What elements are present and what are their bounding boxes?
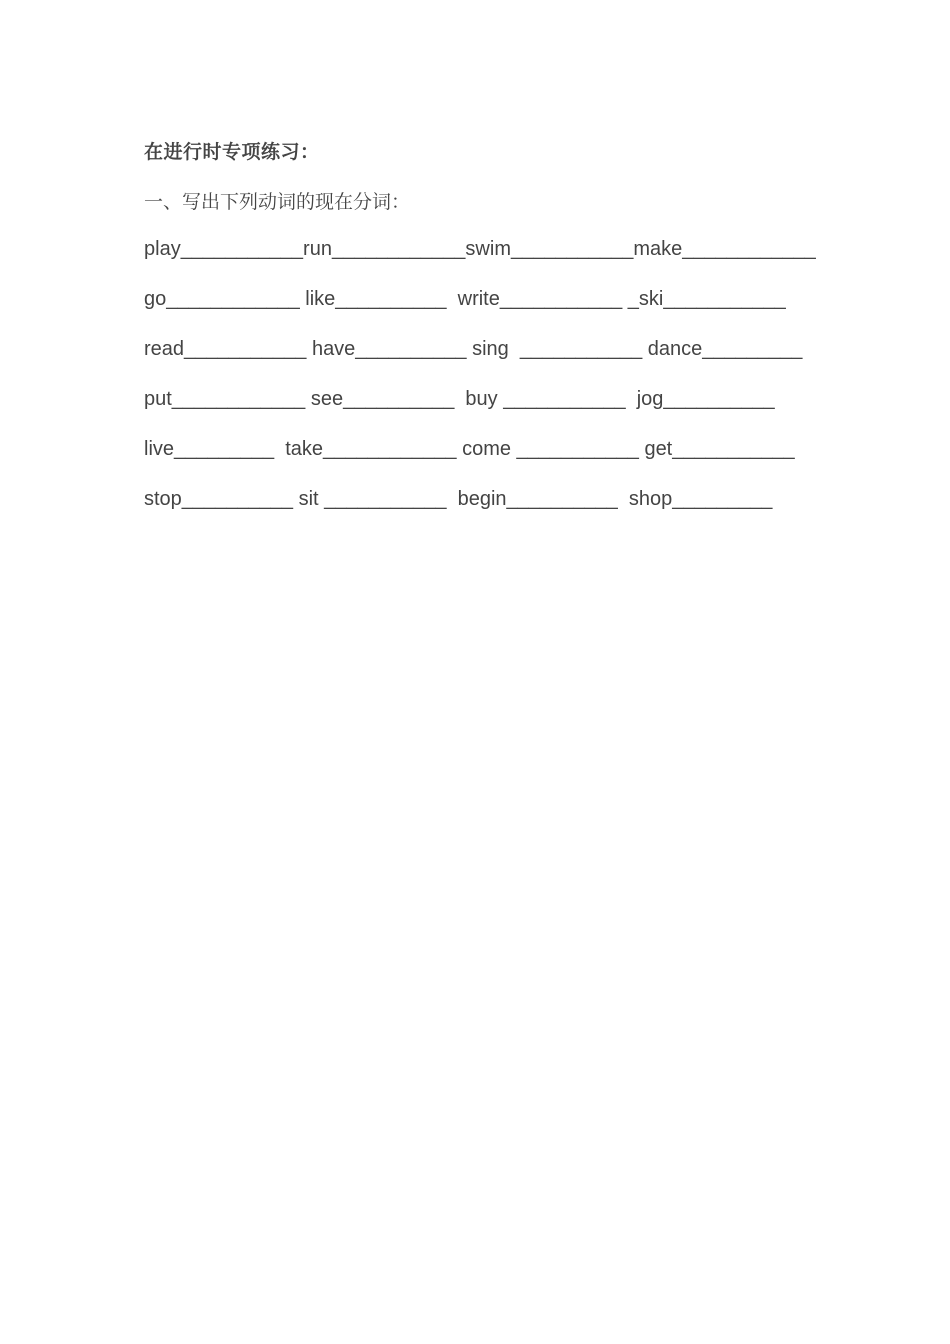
verb-row-2: go____________ like__________ write___________ _ski___________ bbox=[144, 288, 786, 310]
verb-row-6: stop__________ sit ___________ begin__________ shop_________ bbox=[144, 488, 773, 510]
worksheet-title: 在进行时专项练习： bbox=[144, 142, 320, 163]
verb-row-5: live_________ take____________ come ___________ get___________ bbox=[144, 438, 795, 460]
verb-row-3: read___________ have__________ sing ___________ dance_________ bbox=[144, 338, 803, 360]
verb-row-1: play___________run____________swim___________make____________ bbox=[144, 238, 816, 260]
verb-row-4: put____________ see__________ buy ___________ jog__________ bbox=[144, 388, 775, 410]
exercise-instruction: 一、写出下列动词的现在分词： bbox=[144, 192, 411, 213]
